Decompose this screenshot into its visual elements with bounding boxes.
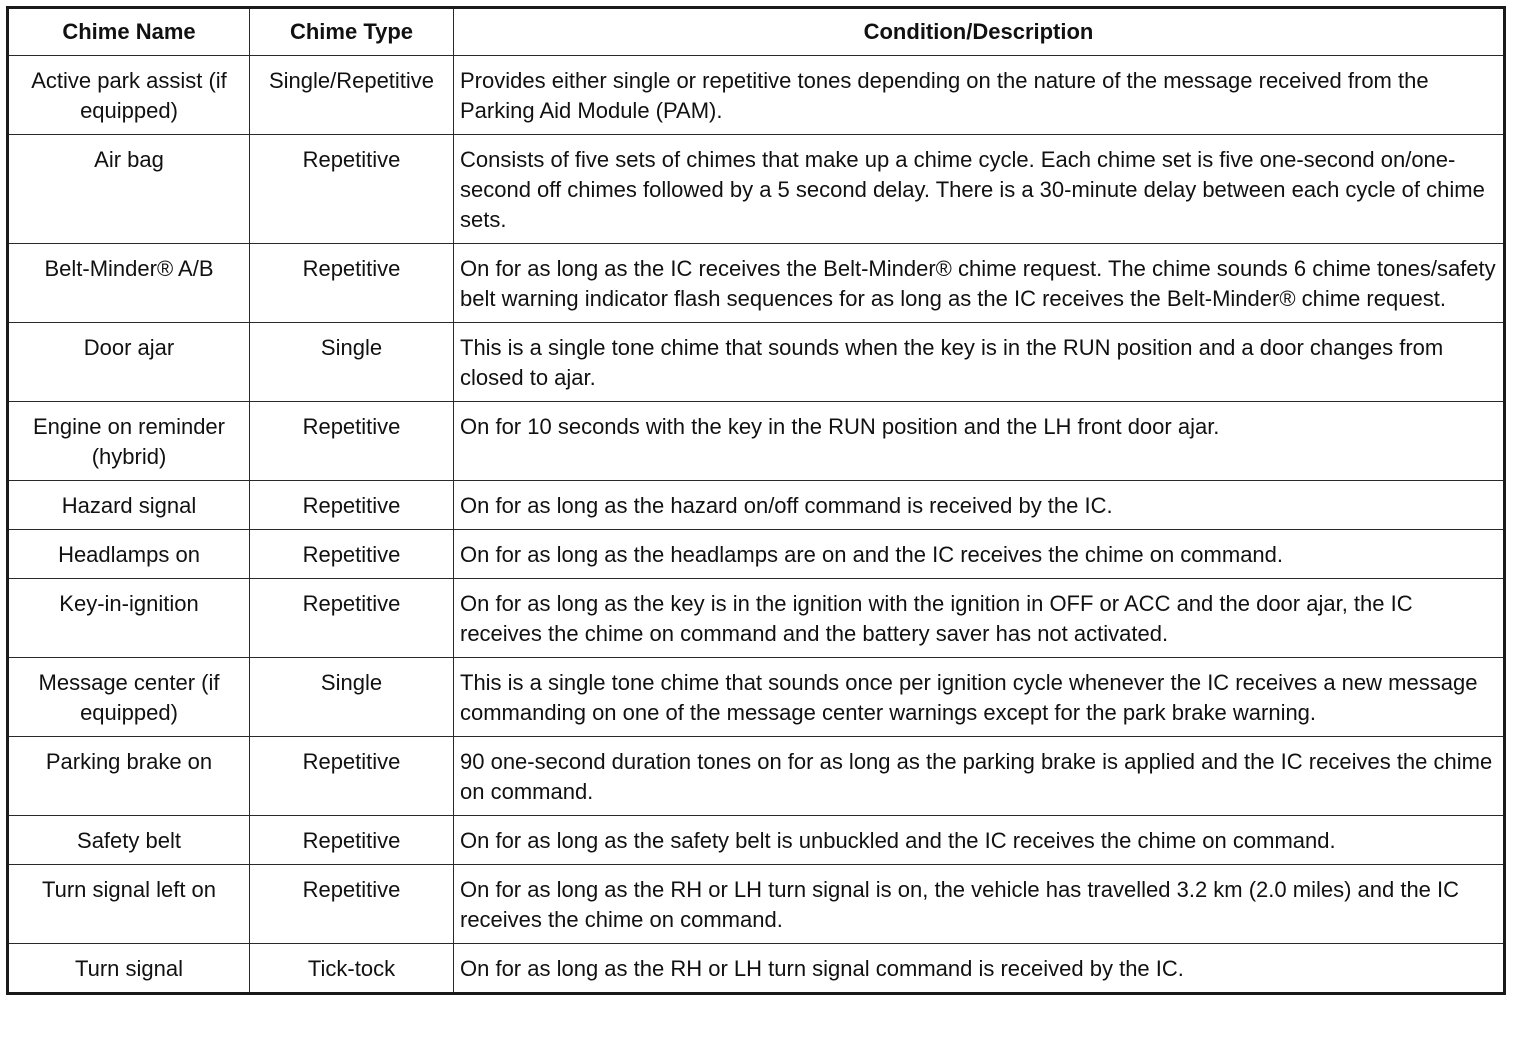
header-chime-name: Chime Name — [8, 8, 250, 56]
header-row — [8, 8, 1505, 56]
cell-chime-name: Engine on reminder (hybrid) — [8, 402, 250, 481]
cell-description: 90 one-second duration tones on for as long as the parking brake is applied and the IC receives the chime on command. — [454, 737, 1505, 816]
cell-chime-name: Active park assist (if equipped) — [8, 56, 250, 135]
header-chime-type: Chime Type — [250, 8, 454, 56]
table-row — [8, 244, 1505, 323]
chime-table-container — [6, 6, 1506, 995]
cell-chime-type: Repetitive — [250, 244, 454, 323]
cell-chime-name: Air bag — [8, 135, 250, 244]
cell-chime-type: Repetitive — [250, 135, 454, 244]
cell-description: On for as long as the RH or LH turn signal is on, the vehicle has travelled 3.2 km (2.0 miles) and the IC receives the chime on command. — [454, 865, 1505, 944]
table-row — [8, 658, 1505, 737]
table-row — [8, 579, 1505, 658]
cell-description: On for as long as the key is in the ignition with the ignition in OFF or ACC and the door ajar, the IC receives the chime on command and the battery saver has not activated. — [454, 579, 1505, 658]
cell-chime-name: Key-in-ignition — [8, 579, 250, 658]
cell-chime-name: Message center (if equipped) — [8, 658, 250, 737]
table-body — [8, 56, 1505, 994]
cell-description: On for as long as the headlamps are on and the IC receives the chime on command. — [454, 530, 1505, 579]
cell-chime-type: Single/Repetitive — [250, 56, 454, 135]
header-condition-description: Condition/Description — [454, 8, 1505, 56]
cell-chime-type: Repetitive — [250, 402, 454, 481]
table-row — [8, 816, 1505, 865]
table-row — [8, 323, 1505, 402]
cell-chime-type: Repetitive — [250, 816, 454, 865]
cell-description: Consists of five sets of chimes that make up a chime cycle. Each chime set is five one-second on/one-second off chimes followed by a 5 second delay. There is a 30-minute delay between each cycle of chime sets. — [454, 135, 1505, 244]
cell-chime-type: Repetitive — [250, 579, 454, 658]
cell-description: On for as long as the RH or LH turn signal command is received by the IC. — [454, 944, 1505, 994]
cell-chime-name: Door ajar — [8, 323, 250, 402]
table-row — [8, 56, 1505, 135]
cell-description: On for as long as the IC receives the Belt-Minder® chime request. The chime sounds 6 chime tones/safety belt warning indicator flash sequences for as long as the IC receives the Belt-Minder® chime request. — [454, 244, 1505, 323]
table-row — [8, 737, 1505, 816]
cell-description: On for as long as the hazard on/off command is received by the IC. — [454, 481, 1505, 530]
cell-description: This is a single tone chime that sounds when the key is in the RUN position and a door changes from closed to ajar. — [454, 323, 1505, 402]
cell-description: On for 10 seconds with the key in the RUN position and the LH front door ajar. — [454, 402, 1505, 481]
cell-chime-type: Single — [250, 323, 454, 402]
cell-chime-type: Repetitive — [250, 530, 454, 579]
cell-chime-type: Repetitive — [250, 481, 454, 530]
cell-description: On for as long as the safety belt is unbuckled and the IC receives the chime on command. — [454, 816, 1505, 865]
cell-chime-name: Turn signal — [8, 944, 250, 994]
table-row — [8, 481, 1505, 530]
cell-chime-type: Repetitive — [250, 865, 454, 944]
table-header — [8, 8, 1505, 56]
table-row — [8, 944, 1505, 994]
cell-description: Provides either single or repetitive tones depending on the nature of the message received from the Parking Aid Module (PAM). — [454, 56, 1505, 135]
cell-chime-name: Headlamps on — [8, 530, 250, 579]
table-row — [8, 865, 1505, 944]
cell-chime-type: Repetitive — [250, 737, 454, 816]
cell-chime-type: Tick-tock — [250, 944, 454, 994]
table-row — [8, 135, 1505, 244]
table-row — [8, 530, 1505, 579]
table-row — [8, 402, 1505, 481]
cell-chime-name: Hazard signal — [8, 481, 250, 530]
cell-chime-name: Safety belt — [8, 816, 250, 865]
chime-table — [6, 6, 1506, 995]
cell-chime-name: Parking brake on — [8, 737, 250, 816]
cell-description: This is a single tone chime that sounds once per ignition cycle whenever the IC receives a new message commanding on one of the message center warnings except for the park brake warning. — [454, 658, 1505, 737]
cell-chime-name: Belt-Minder® A/B — [8, 244, 250, 323]
cell-chime-type: Single — [250, 658, 454, 737]
cell-chime-name: Turn signal left on — [8, 865, 250, 944]
